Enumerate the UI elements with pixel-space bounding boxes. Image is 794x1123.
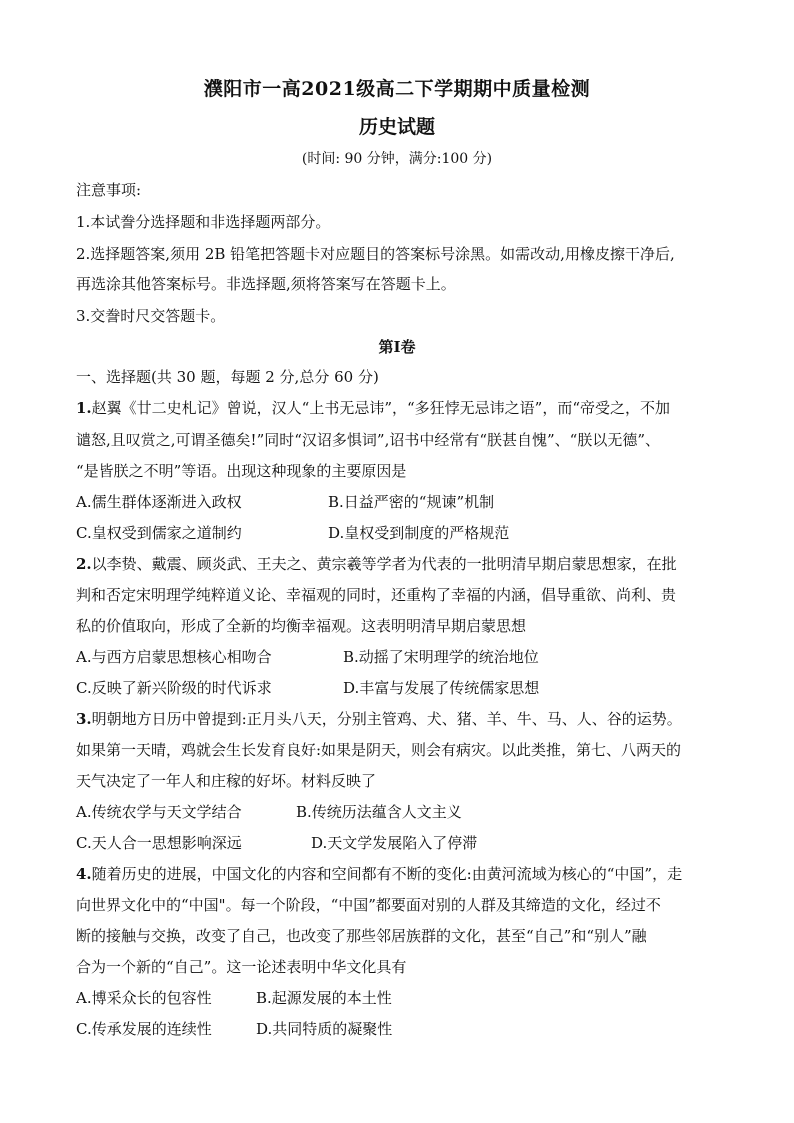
- question-4-option-d: D.共同特质的凝聚性: [256, 1020, 393, 1038]
- question-1-option-a: A.儒生群体逐渐进入政权: [76, 493, 242, 511]
- notice-item-2: 2.选择题答案,须用 2B 铅笔把答题卡对应题目的答案标号涂黑。如需改动,用橡皮擦干净后,: [76, 245, 675, 263]
- question-4-line-1: 4.随着历史的进展，中国文化的内容和空间都有不断的变化:由黄河流域为核心的“中国”，走: [76, 865, 683, 883]
- question-number: 3.: [76, 710, 92, 728]
- question-number: 2.: [76, 555, 92, 573]
- question-1-line-1: 1.赵翼《廿二史札记》曾说，汉人“上书无忌讳”，“多狂悖无忌讳之语”，而“帝受之，不加: [76, 399, 671, 417]
- question-1-option-c: C.皇权受到儒家之道制约: [76, 524, 242, 542]
- notice-item-1: 1.本试誊分选择题和非选择题两部分。: [76, 213, 331, 231]
- question-2-option-c: C.反映了新兴阶级的时代诉求: [76, 679, 272, 697]
- question-2-option-d: D.丰富与发展了传统儒家思想: [343, 679, 540, 697]
- question-2-option-a: A.与西方启蒙思想核心相吻合: [76, 648, 272, 666]
- question-3-line-1: 3.明朝地方日历中曾提到:正月头八天，分别主管鸡、犬、猪、羊、牛、马、人、谷的运势。: [76, 710, 682, 728]
- volume-heading: 第Ⅰ卷: [378, 338, 416, 356]
- question-3-option-d: D.天文学发展陷入了停滞: [311, 834, 478, 852]
- question-2-line-1: 2.以李贽、戴震、顾炎武、王夫之、黄宗羲等学者为代表的一批明清早期启蒙思想家，在批: [76, 555, 677, 573]
- part-heading: 一、选择题(共 30 题，每题 2 分,总分 60 分): [76, 368, 379, 386]
- exam-subtitle: 历史试题: [358, 116, 435, 138]
- question-2-line-2: 判和否定宋明理学纯粹道义论、幸福观的同时，还重构了幸福的内涵，倡导重欲、尚利、贵: [76, 586, 677, 604]
- question-number: 4.: [76, 865, 92, 883]
- exam-time-info: (时间: 90 分钟，满分:100 分): [301, 151, 493, 167]
- question-4-option-a: A.博采众长的包容性: [76, 989, 212, 1007]
- question-1-option-b: B.日益严密的“规谏”机制: [328, 493, 495, 511]
- exam-title: 濮阳市一高2021级高二下学期期中质量检测: [203, 78, 591, 100]
- notice-item-2-cont: 再选涂其他答案标号。非选择题,须将答案写在答题卡上。: [76, 275, 456, 293]
- notice-heading: 注意事项:: [76, 181, 142, 199]
- question-3-option-a: A.传统农学与天文学结合: [76, 803, 242, 821]
- question-3-line-3: 天气决定了一年人和庄稼的好坏。材料反映了: [76, 772, 377, 790]
- question-3-option-c: C.天人合一思想影响深远: [76, 834, 242, 852]
- question-4-line-4: 合为一个新的“自己”。这一论述表明中华文化具有: [76, 958, 407, 976]
- question-4-line-2: 向世界文化中的“中国"。每一个阶段，“中国”都要面对别的人群及其缔造的文化，经过不: [76, 896, 661, 914]
- question-number: 1.: [76, 399, 92, 417]
- question-4-option-b: B.起源发展的本土性: [256, 989, 392, 1007]
- question-1-line-2: 谴怒,且叹赏之,可谓圣德矣!”同时“汉诏多惧词”,诏书中经常有“朕甚自愧”、“朕以无德”、: [76, 431, 661, 449]
- question-3-option-b: B.传统历法蕴含人文主义: [296, 803, 462, 821]
- question-2-line-3: 私的价值取向，形成了全新的均衡幸福观。这表明明清早期启蒙思想: [76, 617, 527, 635]
- question-1-option-d: D.皇权受到制度的严格规范: [328, 524, 510, 542]
- notice-item-3: 3.交誊时尺交答题卡。: [76, 307, 226, 325]
- question-1-line-3: “是皆朕之不明”等语。出现这种现象的主要原因是: [76, 462, 407, 480]
- question-2-option-b: B.动摇了宋明理学的统治地位: [343, 648, 539, 666]
- question-4-option-c: C.传承发展的连续性: [76, 1020, 212, 1038]
- question-3-line-2: 如果第一天晴，鸡就会生长发育良好:如果是阴天，则会有病灾。以此类推，第七、八两天的: [76, 741, 682, 759]
- question-4-line-3: 断的接触与交换，改变了自己，也改变了那些邻居族群的文化，甚至“自己”和“别人”融: [76, 927, 647, 945]
